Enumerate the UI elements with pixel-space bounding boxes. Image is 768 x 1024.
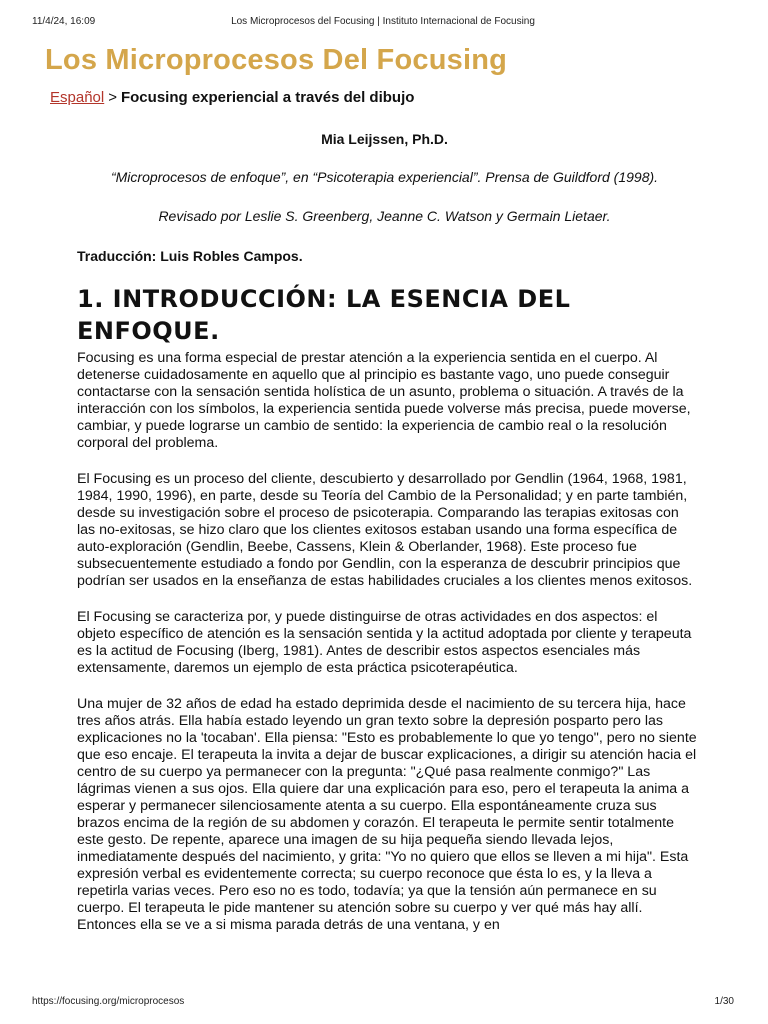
revised-by: Revisado por Leslie S. Greenberg, Jeanne C. Watson y Germain Lietaer.: [158, 208, 611, 224]
section-heading: 1. INTRODUCCIÓN: LA ESENCIA DEL ENFOQUE.: [77, 285, 571, 345]
breadcrumb-current: Focusing experiencial a través del dibujo: [120, 89, 415, 106]
paragraph: El Focusing se caracteriza por, y puede distinguirse de otras actividades en dos aspectos: el objeto específico de atención es la sensación sentida y la actitud adoptada por cliente y terapeuta es la actitud de Focusing (Iberg, 1981). Antes de describir estos aspectos esenciales más extensamente, daremos un ejemplo de esta práctica psicoterapéutica.: [77, 609, 692, 676]
author-name: Mia Leijssen, Ph.D.: [321, 131, 448, 147]
breadcrumb-link-espanol[interactable]: Español: [50, 89, 105, 106]
paragraph: Una mujer de 32 años de edad ha estado deprimida desde el nacimiento de su tercera hija, hace tres años atrás. Ella había estado leyendo un gran texto sobre la depresión posparto pero las explicaciones no la 'tocaban'. Ella piensa: "Esto es probablemente lo que yo tengo", pero no siente que eso encaje. El terapeuta la invita a dejar de buscar explicaciones, a dirigir su atención hacia el centro de su cuerpo ya permanecer con la pregunta: "¿Qué pasa realmente conmigo?" Las lágrimas vienen a sus ojos. Ella quiere dar una explicación para eso, pero el terapeuta la anima a esperar y permanecer silenciosamente atenta a su cuerpo. Ella espontáneamente cruza sus brazos encima de la región de su abdomen y corazón. El terapeuta le permite sentir totalmente este gesto. De repente, aparece una imagen de su hija pequeña siendo llevada lejos, inmediatamente después del nacimiento, y grita: "Yo no quiero que ellos se lleven a mi hija". Esta expresión verbal es evidentemente correcta; su cuerpo reconoce que ésta lo es, y la lleva a repetirla varias veces. Pero eso no es todo, todavía; ya que la tensión aún permanece en su cuerpo. El terapeuta le pide mantener su atención sobre su cuerpo y ver qué más hay allí. Entonces ella se ve a si misma parada detrás de una ventana, y en: [77, 696, 697, 933]
print-datetime: 11/4/24, 16:09: [32, 16, 96, 27]
citation: “Microprocesos de enfoque”, en “Psicoterapia experiencial”. Prensa de Guildford (1998).: [110, 169, 659, 185]
breadcrumb-separator: >: [108, 89, 117, 106]
paragraph: El Focusing es un proceso del cliente, descubierto y desarrollado por Gendlin (1964, 1968, 1981, 1984, 1990, 1996), en parte, desde su Teoría del Cambio de la Personalidad; y en parte también, desde su investigación sobre el proceso de psicoterapia. Comparando las terapias exitosas con las no-exitosas, se hizo claro que los clientes exitosos estaban usando una forma específica de auto-exploración (Gendlin, Beebe, Cassens, Klein & Oberlander, 1968). Este proceso fue subsecuentemente estudiado a fondo por Gendlin, con la esperanza de descubrir principios que podrían ser usados en la enseñanza de estas habilidades cruciales a los clientes menos exitosos.: [77, 471, 693, 589]
paragraph: Focusing es una forma especial de prestar atención a la experiencia sentida en el cuerpo. Al detenerse cuidadosamente en aquello que al principio es bastante vago, uno puede conseguir contactarse con la sensación sentida holística de un asunto, problema o situación. A través de la interacción con los símbolos, la experiencia sentida puede volverse más precisa, puede moverse, cambiar, y puede lograrse un cambio de sentido: la experiencia de cambio real o la resolución corporal del problema.: [77, 350, 691, 451]
article-body: [77, 350, 697, 953]
page-number: 1/30: [714, 996, 734, 1007]
print-page-title: Los Microprocesos del Focusing | Instituto Internacional de Focusing: [231, 16, 535, 27]
print-url: https://focusing.org/microprocesos: [32, 996, 185, 1007]
site-title: Los Microprocesos Del Focusing: [45, 44, 508, 76]
breadcrumb: [50, 89, 414, 107]
translation-credit: Traducción: Luis Robles Campos.: [77, 248, 303, 264]
